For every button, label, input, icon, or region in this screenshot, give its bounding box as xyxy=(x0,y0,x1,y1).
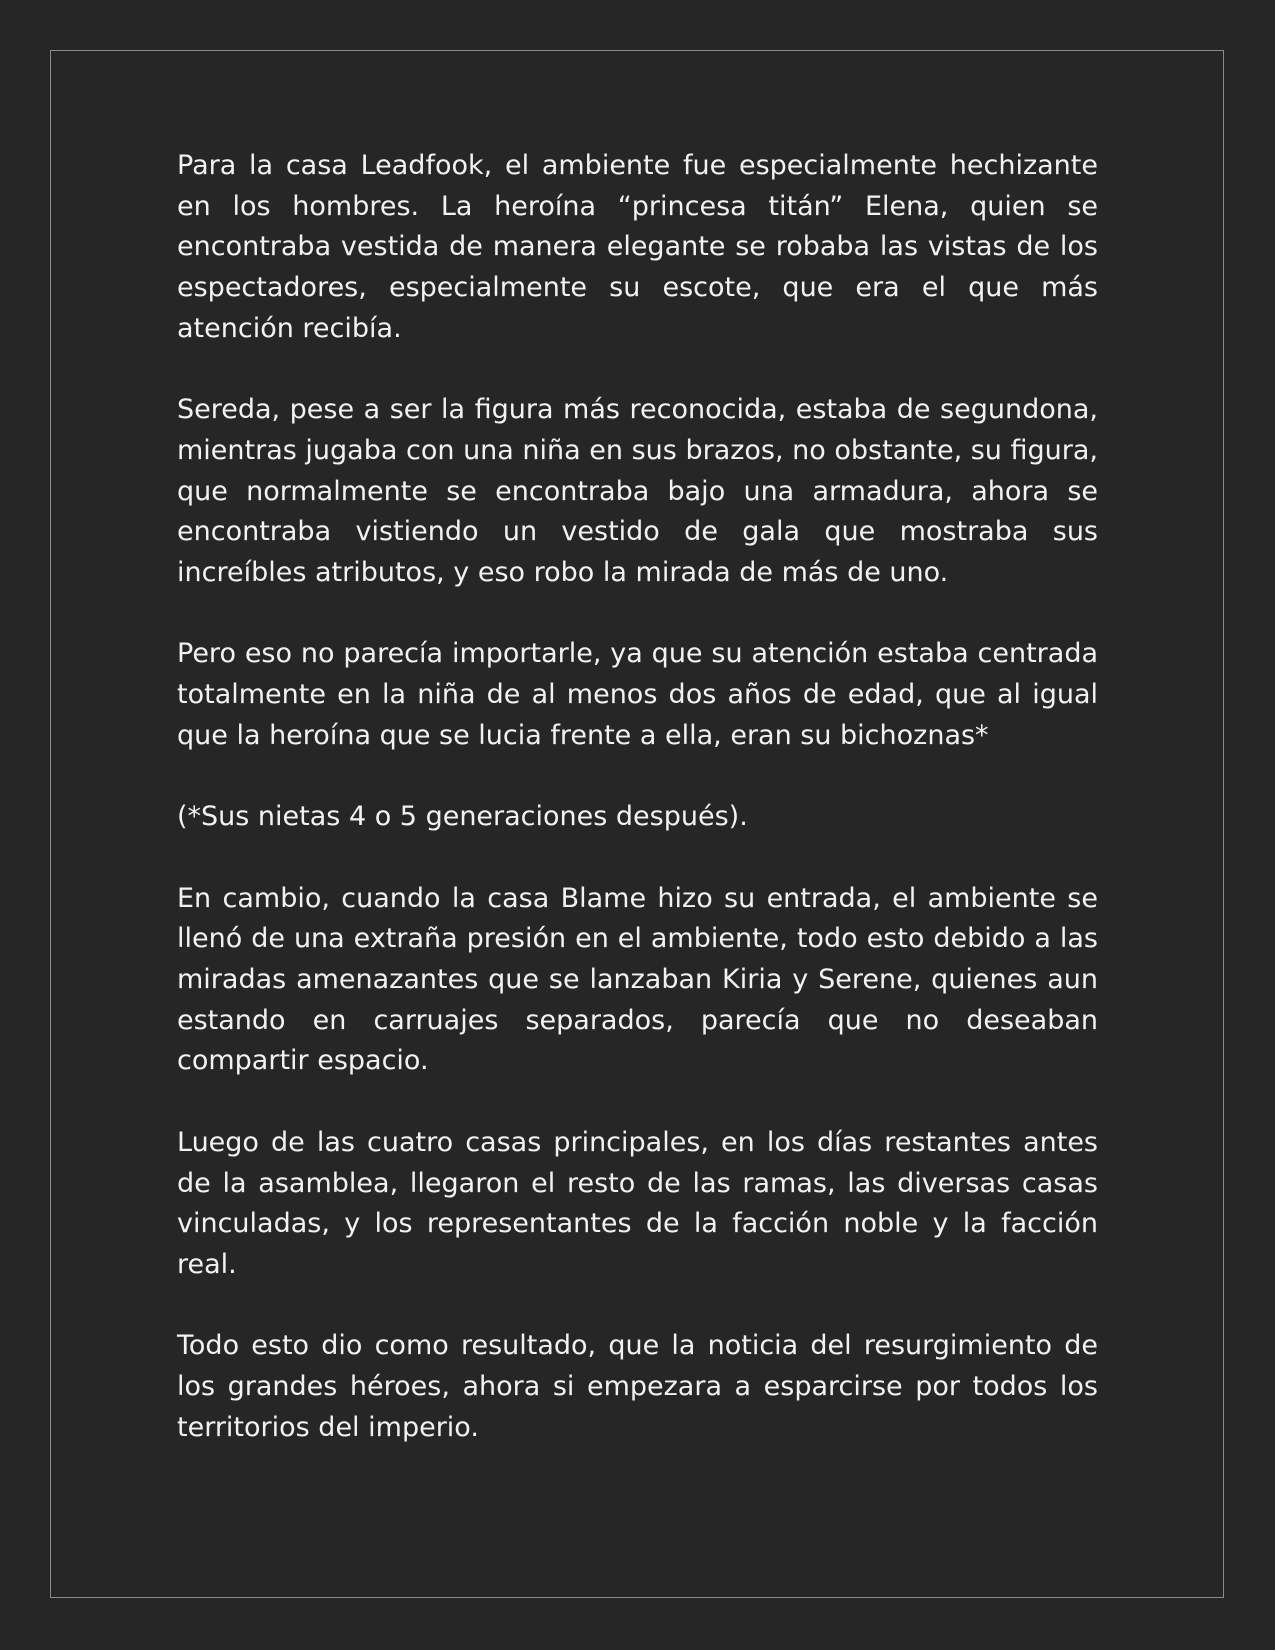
paragraph-news-spread: Todo esto dio como resultado, que la noticia del resurgimiento de los grandes héroes, ahora si empezara a esparcirse por todos los territorios del imperio. xyxy=(177,1330,1098,1443)
paragraph-blame-arrival: En cambio, cuando la casa Blame hizo su entrada, el ambiente se llenó de una extraña presión en el ambiente, todo esto debido a las miradas amenazantes que se lanzaban Kiria y Serene, quienes aun estando en carruajes separados, parecía que no deseaban compartir espacio. xyxy=(177,882,1098,1077)
paragraph-remaining-houses: Luego de las cuatro casas principales, en los días restantes antes de la asamblea, llegaron el resto de las ramas, las diversas casas vinculadas, y los representantes de la facción noble y la facción real. xyxy=(177,1126,1098,1280)
paragraph-attention-on-girl: Pero eso no parecía importarle, ya que su atención estaba centrada totalmente en la niña de al menos dos años de edad, que al igual que la heroína que se lucia frente a ella, eran su bichoznas* xyxy=(177,638,1098,751)
paragraph-leadfook-arrival: Para la casa Leadfook, el ambiente fue especialmente hechizante en los hombres. La heroína “princesa titán” Elena, quien se encontraba vestida de manera elegante se robaba las vistas de los espectadores, especialmente su escote, que era el que más atención recibía. xyxy=(177,150,1098,344)
paragraph-sereda: Sereda, pese a ser la figura más reconocida, estaba de segundona, mientras jugaba con una niña en sus brazos, no obstante, su figura, que normalmente se encontraba bajo una armadura, ahora se encontraba vistiendo un vestido de gala que mostraba sus increíbles atributos, y eso robo la mirada de más de uno. xyxy=(177,394,1098,589)
document-body xyxy=(177,146,1098,1448)
paragraph-footnote: (*Sus nietas 4 o 5 generaciones después). xyxy=(177,801,748,833)
